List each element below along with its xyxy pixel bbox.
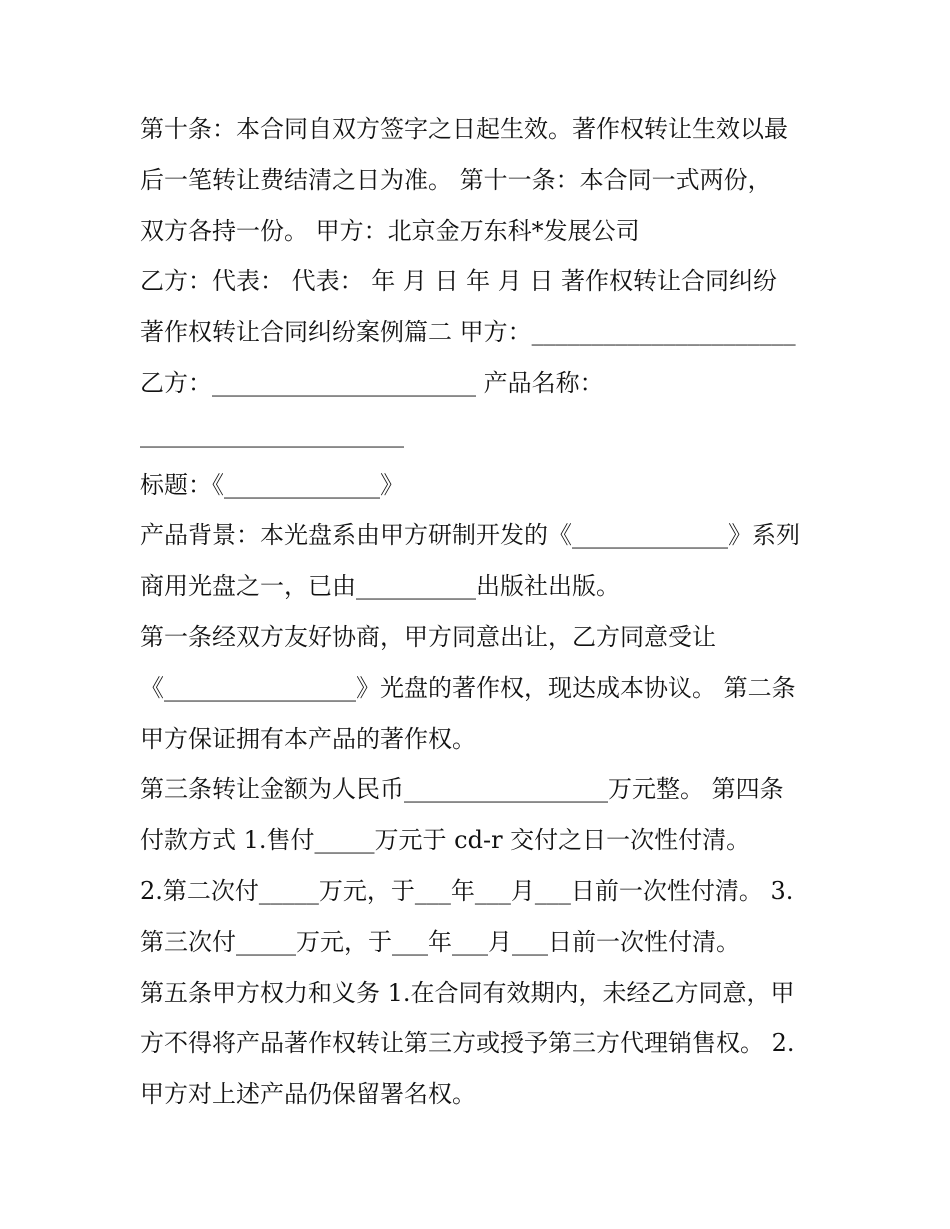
text-line: 第三条转让金额为人民币_________________万元整。 第四条 [140, 775, 784, 804]
text-line: ______________________ [140, 419, 404, 448]
text-line: 第一条经双方友好协商，甲方同意出让，乙方同意受让 [140, 622, 716, 651]
document-body [140, 104, 830, 1120]
text-line: 商用光盘之一，已由__________出版社出版。 [140, 572, 620, 601]
text-line: 著作权转让合同纠纷案例篇二 甲方：______________________ [140, 318, 796, 347]
text-line: 付款方式 1.售付_____万元于 cd-r 交付之日一次性付清。 [140, 826, 751, 855]
text-line: 方不得将产品著作权转让第三方或授予第三方代理销售权。 2. [140, 1029, 795, 1058]
text-line: 标题：《_____________》 [140, 470, 404, 499]
text-line: 第五条甲方权力和义务 1.在合同有效期内，未经乙方同意，甲 [140, 978, 795, 1007]
text-line: 后一笔转让费结清之日为准。 第十一条：本合同一式两份， [140, 165, 772, 194]
text-line: 第十条：本合同自双方签字之日起生效。著作权转让生效以最 [140, 115, 788, 143]
text-line: 甲方保证拥有本产品的著作权。 [140, 724, 476, 753]
text-line: 双方各持一份。 甲方：北京金万东科*发展公司 [140, 216, 640, 245]
text-line: 乙方：______________________ 产品名称： [140, 368, 604, 397]
text-line: 乙方：代表： 代表： 年 月 日 年 月 日 著作权转让合同纠纷 [140, 267, 778, 296]
text-line: 2.第二次付_____万元，于___年___月___日前一次性付清。 3. [140, 876, 794, 905]
text-line: 《________________》光盘的著作权，现达成本协议。 第二条 [140, 673, 796, 702]
text-line: 第三次付_____万元，于___年___月___日前一次性付清。 [140, 927, 740, 956]
text-line: 产品背景：本光盘系由甲方研制开发的《_____________》系列 [140, 521, 800, 550]
text-line: 甲方对上述产品仍保留署名权。 [140, 1080, 476, 1109]
